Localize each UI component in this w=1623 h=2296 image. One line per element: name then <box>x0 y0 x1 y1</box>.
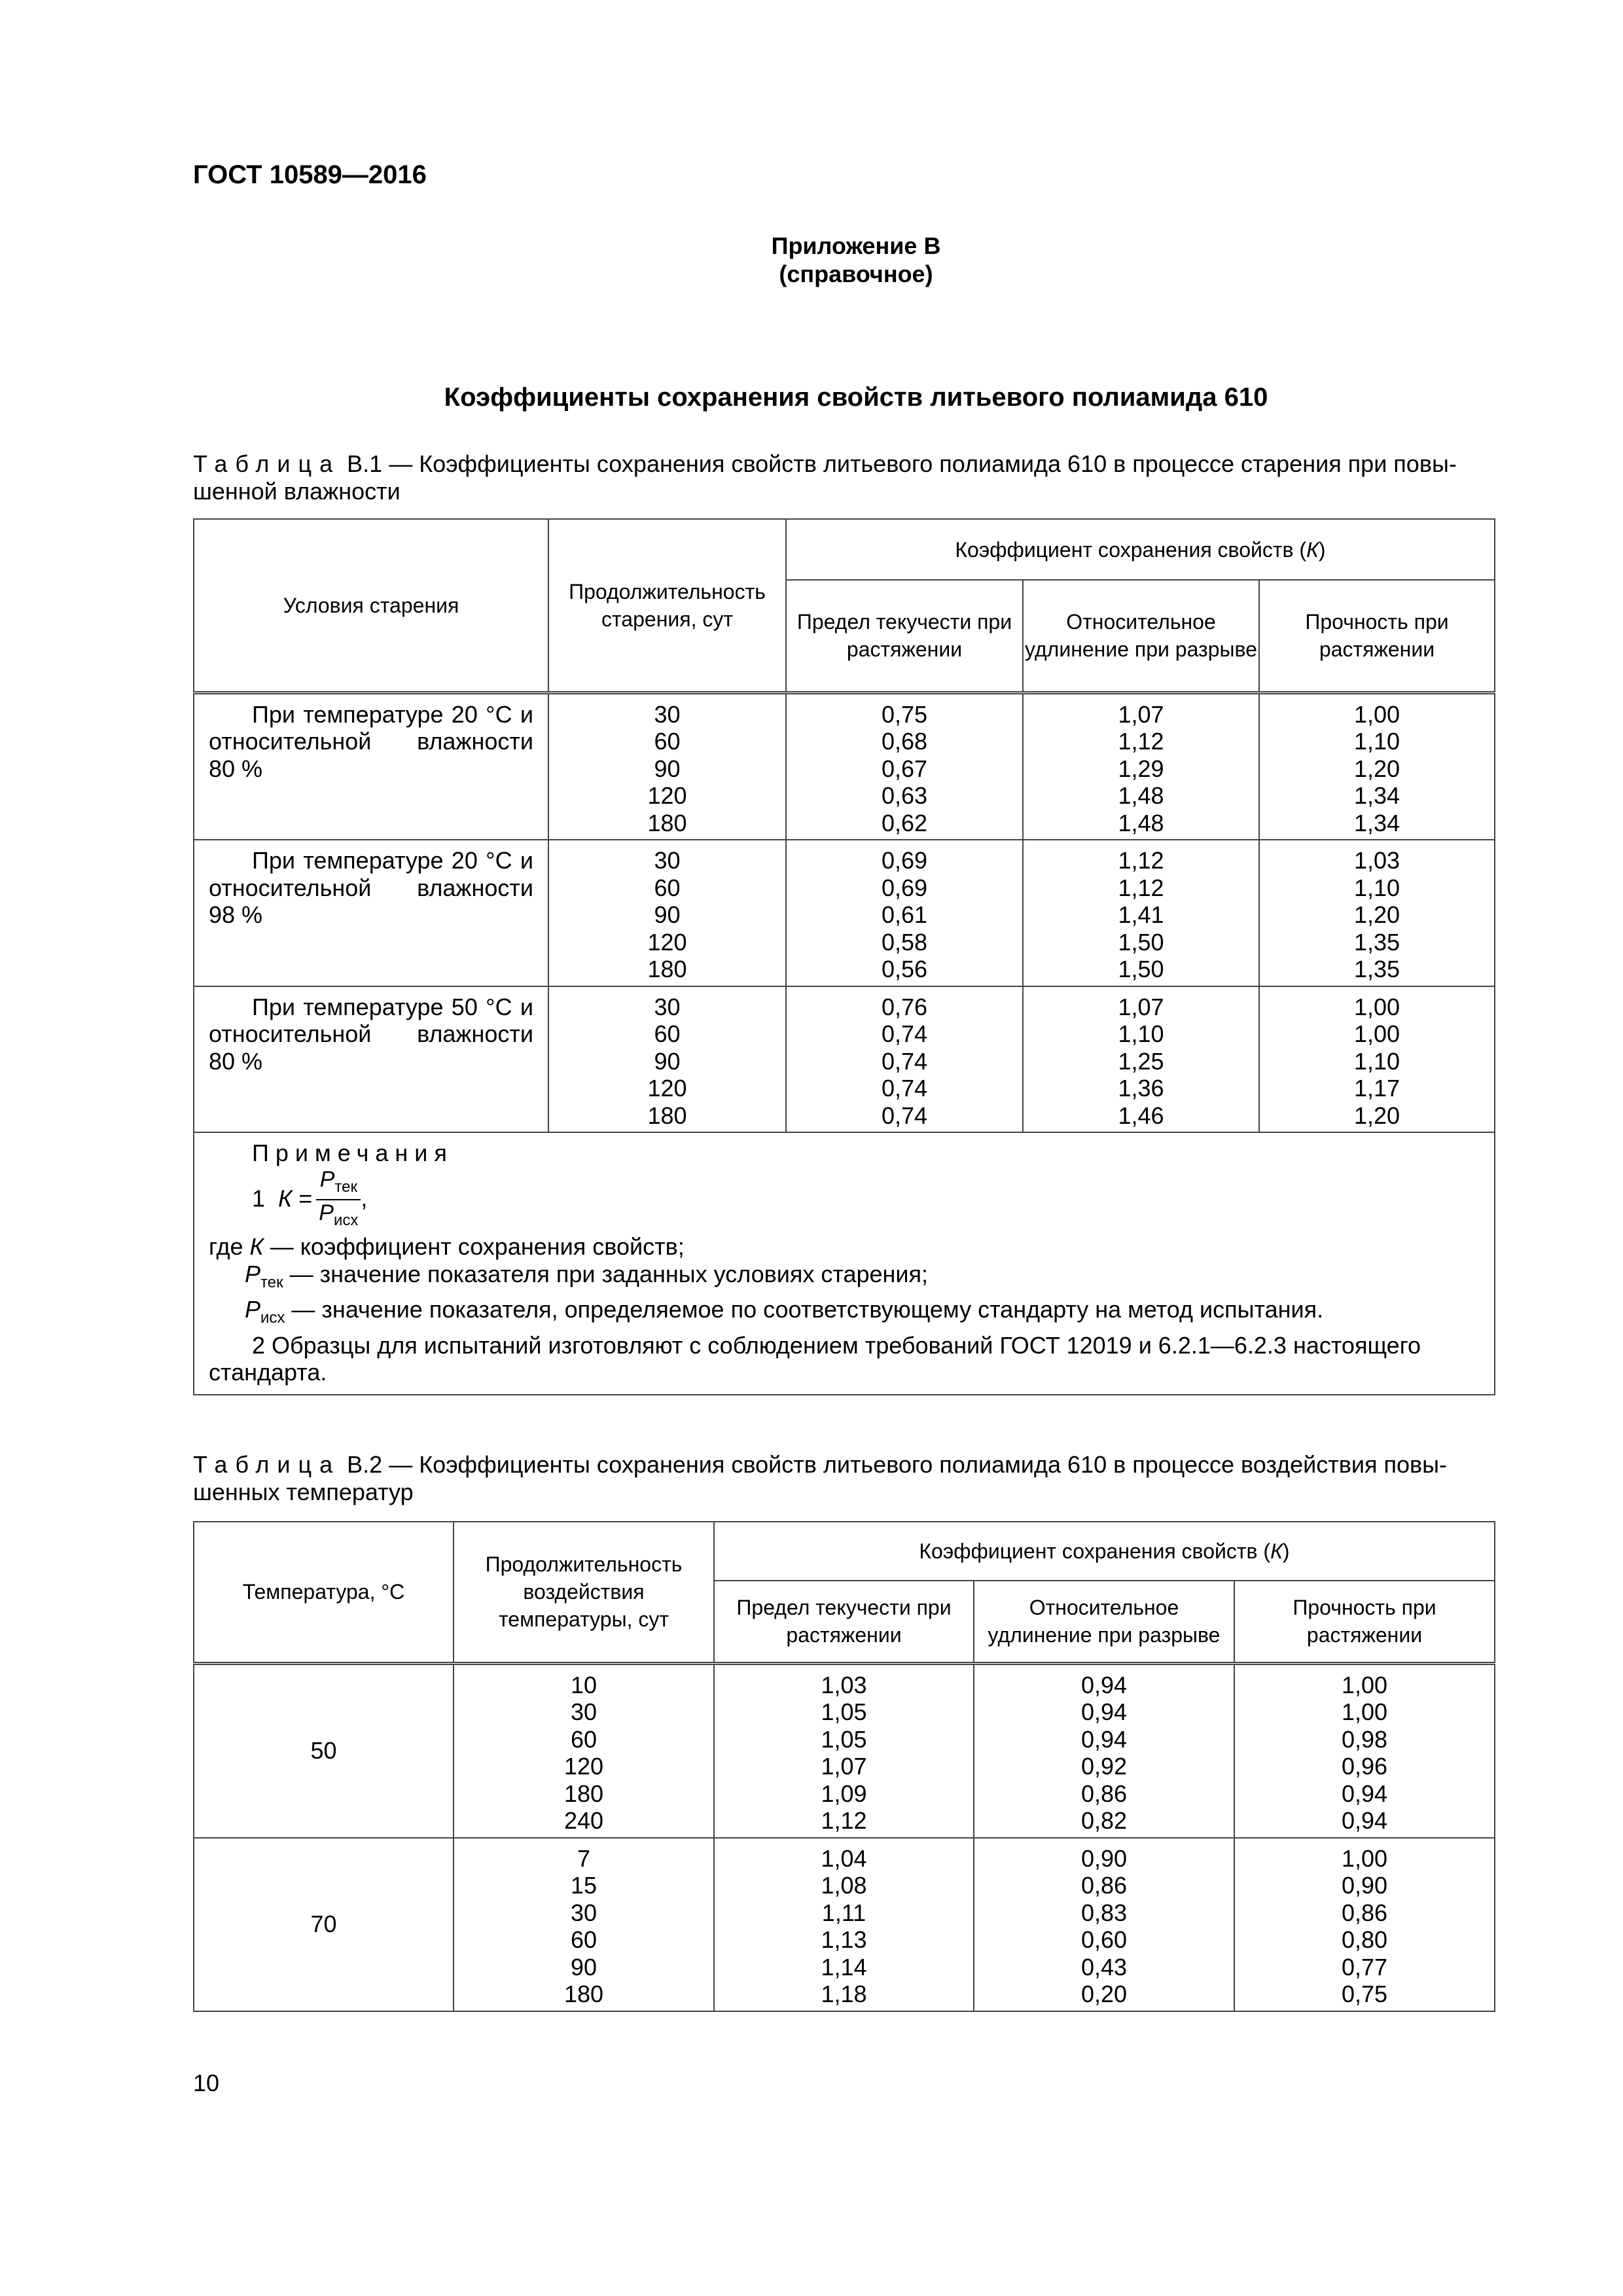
t1-days-value: 60 <box>654 728 681 755</box>
t1-days-value: 90 <box>654 755 681 782</box>
t1-days-value: 120 <box>647 1075 687 1102</box>
t1-strength-value: 1,35 <box>1353 956 1400 982</box>
t2-yield-value: 1,05 <box>821 1698 867 1725</box>
t2-yield-value: 1,08 <box>821 1872 867 1899</box>
table-row <box>194 986 1495 1133</box>
t2-days-value: 60 <box>570 1725 597 1753</box>
t1-strength-value: 1,00 <box>1353 1020 1400 1047</box>
t2-yield-value: 1,07 <box>821 1753 867 1780</box>
t1-yield-value: 0,62 <box>881 809 928 836</box>
t1-elongation <box>1023 692 1259 840</box>
appendix-subtitle: (справочное) <box>779 260 933 287</box>
t1-strength-value: 1,35 <box>1353 928 1400 956</box>
t1-condition <box>194 986 548 1133</box>
t1-strength <box>1259 986 1495 1133</box>
t2-elongation <box>974 1663 1234 1838</box>
t2-strength-value: 0,94 <box>1341 1780 1388 1807</box>
t1-condition-line: 98 % <box>209 901 263 928</box>
t1-note-ptek: $Р_{тек}$ — значение показателя при заданных условиях старения; <box>245 1260 929 1291</box>
t2-strength-value: 0,90 <box>1341 1872 1388 1899</box>
t1-elongation-value: 1,48 <box>1118 809 1164 836</box>
t1-condition <box>194 692 548 840</box>
t1-days-value: 120 <box>647 928 687 956</box>
t2-yield-value: 1,13 <box>821 1926 867 1953</box>
table-row <box>194 1663 1495 1838</box>
t1-elongation-value: 1,50 <box>1118 956 1164 982</box>
t1-header-elongation: Относительное удлинение при разрыве <box>1023 580 1259 692</box>
table1 <box>193 518 1495 1395</box>
table-row <box>194 1838 1495 2011</box>
t1-notes <box>194 1132 1495 1395</box>
t1-yield <box>786 986 1023 1133</box>
t1-days-value: 180 <box>647 1102 687 1129</box>
t1-elongation <box>1023 840 1259 986</box>
t1-yield-value: 0,75 <box>881 700 928 728</box>
t1-days-value: 180 <box>647 809 687 836</box>
t1-yield-value: 0,74 <box>881 1020 928 1047</box>
table2-caption-text: В.2 — Коэффициенты сохранения свойств литьевого полиамида 610 в процессе воздействия повы- <box>340 1451 1447 1478</box>
t1-days-value: 90 <box>654 1047 681 1075</box>
t1-note2-cont: стандарта. <box>209 1359 327 1386</box>
t1-strength-value: 1,34 <box>1353 809 1400 836</box>
t2-elongation-value: 0,43 <box>1080 1953 1128 1981</box>
t2-days-value: 120 <box>563 1753 604 1780</box>
t1-strength <box>1259 840 1495 986</box>
t1-days-value: 60 <box>654 1020 681 1047</box>
t2-elongation-value: 0,92 <box>1080 1753 1128 1780</box>
t1-elongation-value: 1,29 <box>1118 755 1164 782</box>
t2-days-value: 90 <box>570 1953 597 1981</box>
t2-strength-value: 0,86 <box>1341 1899 1388 1926</box>
t1-yield-value: 0,58 <box>881 928 928 956</box>
t2-yield <box>714 1663 974 1838</box>
t1-elongation-value: 1,25 <box>1118 1047 1164 1075</box>
t1-days-value: 30 <box>654 847 681 874</box>
t2-elongation-value: 0,20 <box>1080 1981 1128 2007</box>
t2-header-elongation: Относительное удлинение при разрыве <box>974 1581 1234 1663</box>
t2-yield-value: 1,05 <box>821 1725 867 1753</box>
t1-condition-line: относительной влажности <box>209 1020 533 1047</box>
t1-days <box>548 840 786 986</box>
t2-yield-value: 1,12 <box>821 1807 867 1834</box>
t1-note-where: где К — коэффициент сохранения свойств; <box>209 1233 685 1261</box>
t1-header-conditions: Условия старения <box>194 519 548 692</box>
t2-header-duration: Продолжительность воздействия температуры, сут <box>454 1522 714 1663</box>
t2-strength-value: 0,77 <box>1341 1953 1388 1981</box>
table1-caption-label: Таблица <box>193 450 341 477</box>
t1-yield-value: 0,69 <box>881 847 928 874</box>
t1-elongation-value: 1,12 <box>1118 847 1164 874</box>
t1-elongation-value: 1,12 <box>1118 874 1164 901</box>
t1-elongation-value: 1,36 <box>1118 1075 1164 1102</box>
t1-strength-value: 1,03 <box>1353 847 1400 874</box>
table1-caption-text2: шенной влажности <box>193 478 401 505</box>
t2-yield-value: 1,04 <box>821 1844 867 1872</box>
t1-condition-line: 80 % <box>209 1047 263 1075</box>
t2-strength-value: 0,98 <box>1341 1725 1388 1753</box>
table1-caption <box>193 450 1495 505</box>
t1-condition-line: При температуре 50 °С и <box>252 993 533 1020</box>
t2-strength-value: 1,00 <box>1341 1671 1388 1698</box>
t1-yield-value: 0,63 <box>881 782 928 809</box>
t1-strength-value: 1,10 <box>1353 728 1400 755</box>
t2-elongation-value: 0,86 <box>1080 1872 1128 1899</box>
t2-temperature: 70 <box>194 1838 454 2011</box>
t1-elongation <box>1023 986 1259 1133</box>
t1-elongation-value: 1,07 <box>1118 700 1164 728</box>
t1-days <box>548 986 786 1133</box>
t1-header-duration: Продолжительность старения, сут <box>548 519 786 692</box>
t2-days-value: 60 <box>570 1926 597 1953</box>
t1-condition <box>194 840 548 986</box>
t1-strength-value: 1,17 <box>1353 1075 1400 1102</box>
t2-elongation-value: 0,94 <box>1080 1671 1128 1698</box>
t2-days-value: 15 <box>570 1872 597 1899</box>
t2-header-yield: Предел текучести при растяжении <box>714 1581 974 1663</box>
t1-condition-line: относительной влажности <box>209 874 533 901</box>
t1-strength <box>1259 692 1495 840</box>
t2-strength <box>1234 1838 1495 2011</box>
t1-elongation-value: 1,12 <box>1118 728 1164 755</box>
t2-strength <box>1234 1663 1495 1838</box>
t2-temperature: 50 <box>194 1663 454 1838</box>
t1-header-coef-group: Коэффициент сохранения свойств (К) <box>786 519 1495 580</box>
t2-yield-value: 1,09 <box>821 1780 867 1807</box>
t1-days <box>548 692 786 840</box>
k-fraction: $\frac{Р_{тек}}{Р_{исх}}$ <box>316 1167 361 1234</box>
t2-yield-value: 1,14 <box>821 1953 867 1981</box>
t1-strength-value: 1,00 <box>1353 993 1400 1020</box>
t1-strength-value: 1,10 <box>1353 874 1400 901</box>
t1-yield-value: 0,74 <box>881 1047 928 1075</box>
t1-strength-value: 1,20 <box>1353 1102 1400 1129</box>
t2-yield <box>714 1838 974 2011</box>
t1-yield <box>786 840 1023 986</box>
t1-strength-value: 1,20 <box>1353 901 1400 928</box>
t2-header-temperature: Температура, °С <box>194 1522 454 1663</box>
t2-strength-value: 0,94 <box>1341 1807 1388 1834</box>
t1-days-value: 120 <box>647 782 687 809</box>
t2-days-value: 10 <box>570 1671 597 1698</box>
t2-elongation-value: 0,94 <box>1080 1698 1128 1725</box>
t1-strength-value: 1,20 <box>1353 755 1400 782</box>
table2-caption-label: Таблица <box>193 1451 341 1478</box>
appendix-title: Приложение В <box>771 232 941 259</box>
t1-yield-value: 0,74 <box>881 1075 928 1102</box>
t2-elongation <box>974 1838 1234 2011</box>
t1-yield <box>786 692 1023 840</box>
t2-days <box>454 1663 714 1838</box>
t1-condition-line: При температуре 20 °С и <box>252 700 533 728</box>
t1-note-pisx: $Р_{исх}$ — значение показателя, определяемое по соответствующему стандарту на метод испытания. <box>245 1296 1324 1327</box>
t2-header-coef-group: Коэффициент сохранения свойств (К) <box>714 1522 1495 1581</box>
t1-strength-value: 1,34 <box>1353 782 1400 809</box>
t2-elongation-value: 0,60 <box>1080 1926 1128 1953</box>
t2-days-value: 180 <box>563 1780 604 1807</box>
t1-elongation-value: 1,48 <box>1118 782 1164 809</box>
t1-condition-line: 80 % <box>209 755 263 782</box>
t1-yield-value: 0,67 <box>881 755 928 782</box>
t1-yield-value: 0,74 <box>881 1102 928 1129</box>
t1-condition-line: относительной влажности <box>209 728 533 755</box>
t1-days-value: 180 <box>647 956 687 982</box>
t1-strength-value: 1,00 <box>1353 700 1400 728</box>
t1-note2: 2 Образцы для испытаний изготовляют с соблюдением требований ГОСТ 12019 и 6.2.1—6.2.3 настоящего <box>252 1331 1421 1359</box>
t2-strength-value: 0,75 <box>1341 1981 1388 2007</box>
t1-strength-value: 1,10 <box>1353 1047 1400 1075</box>
t2-strength-value: 1,00 <box>1341 1844 1388 1872</box>
t1-condition-line: При температуре 20 °С и <box>252 847 533 874</box>
t1-yield-value: 0,61 <box>881 901 928 928</box>
doc-code: ГОСТ 10589—2016 <box>193 160 427 189</box>
table-row <box>194 840 1495 986</box>
t1-header-strength: Прочность при растяжении <box>1259 580 1495 692</box>
table1-caption-text: В.1 — Коэффициенты сохранения свойств литьевого полиамида 610 в процессе старения при повы- <box>340 450 1457 477</box>
section-title: Коэффициенты сохранения свойств литьевого полиамида 610 <box>444 383 1268 412</box>
table2 <box>193 1521 1495 2012</box>
t1-yield-value: 0,56 <box>881 956 928 982</box>
t1-note1-formula: 1 К = $\frac{Р_{тек}}{Р_{исх}}$ , <box>209 1167 1480 1234</box>
t2-days-value: 180 <box>563 1981 604 2007</box>
t1-elongation-value: 1,41 <box>1118 901 1164 928</box>
t1-days-value: 30 <box>654 700 681 728</box>
t2-elongation-value: 0,90 <box>1080 1844 1128 1872</box>
t2-days-value: 30 <box>570 1698 597 1725</box>
page-number: 10 <box>193 2070 220 2096</box>
t1-yield-value: 0,68 <box>881 728 928 755</box>
t1-yield-value: 0,76 <box>881 993 928 1020</box>
t1-days-value: 30 <box>654 993 681 1020</box>
t1-elongation-value: 1,46 <box>1118 1102 1164 1129</box>
t2-elongation-value: 0,86 <box>1080 1780 1128 1807</box>
t2-elongation-value: 0,82 <box>1080 1807 1128 1834</box>
table2-caption-text2: шенных температур <box>193 1479 414 1505</box>
t1-elongation-value: 1,10 <box>1118 1020 1164 1047</box>
t1-header-yield: Предел текучести при растяжении <box>786 580 1023 692</box>
t2-days-value: 30 <box>570 1899 597 1926</box>
t2-strength-value: 0,80 <box>1341 1926 1388 1953</box>
t2-elongation-value: 0,83 <box>1080 1899 1128 1926</box>
t2-elongation-value: 0,94 <box>1080 1725 1128 1753</box>
t2-days <box>454 1838 714 2011</box>
t2-strength-value: 1,00 <box>1341 1698 1388 1725</box>
table2-caption <box>193 1451 1495 1506</box>
t1-yield-value: 0,69 <box>881 874 928 901</box>
t2-days-value: 7 <box>577 1844 591 1872</box>
t2-days-value: 240 <box>563 1807 604 1834</box>
t1-elongation-value: 1,07 <box>1118 993 1164 1020</box>
t1-elongation-value: 1,50 <box>1118 928 1164 956</box>
t1-days-value: 60 <box>654 874 681 901</box>
t2-header-strength: Прочность при растяжении <box>1234 1581 1495 1663</box>
t2-yield-value: 1,18 <box>821 1981 867 2007</box>
t2-strength-value: 0,96 <box>1341 1753 1388 1780</box>
t2-yield-value: 1,11 <box>821 1899 866 1926</box>
t2-yield-value: 1,03 <box>821 1671 867 1698</box>
t1-notes-title: Примечания <box>252 1139 454 1166</box>
t1-days-value: 90 <box>654 901 681 928</box>
table-row <box>194 692 1495 840</box>
